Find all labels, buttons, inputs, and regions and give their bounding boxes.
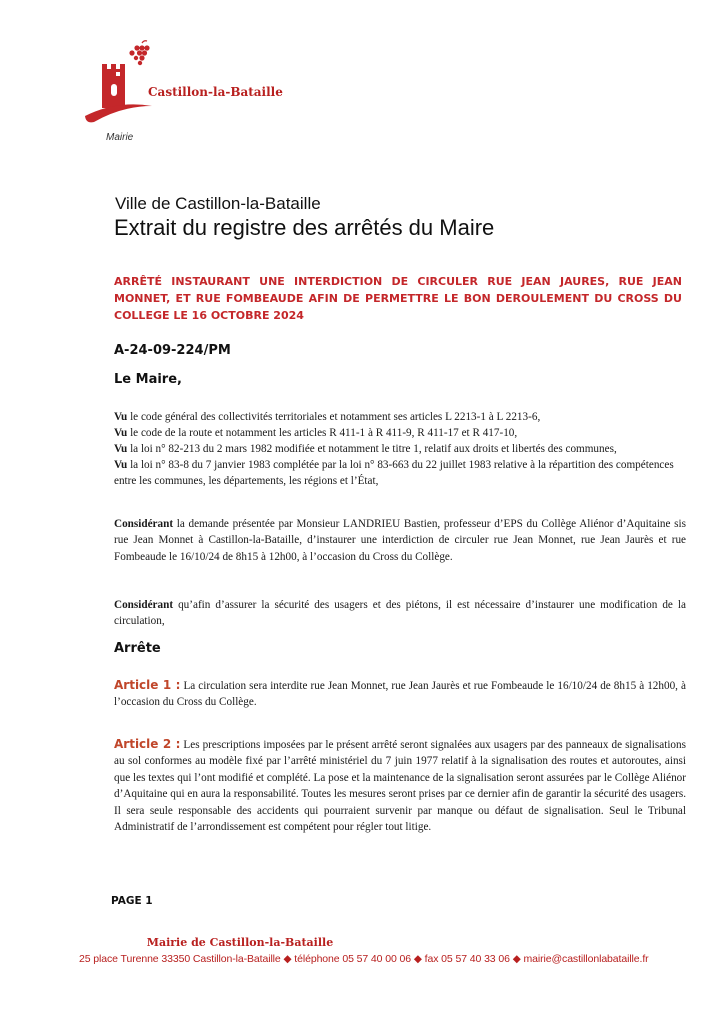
vu-text: la loi n° 83-8 du 7 janvier 1983 complétée par la loi n° 83-663 du 22 juillet 1983 relative à la répartition des compétences entre les communes, les départements, les régions et l’État,	[114, 459, 674, 487]
vu-text: le code de la route et notamment les articles R 411-1 à R 411-9, R 411-17 et R 417-10,	[127, 427, 518, 439]
town-logo	[82, 40, 302, 150]
article-2	[114, 736, 686, 835]
city-heading: Ville de Castillon-la-Bataille	[115, 194, 321, 213]
footer-phone: téléphone 05 57 40 00 06	[294, 953, 412, 965]
article-2-text: Les prescriptions imposées par le présent arrêté seront signalées aux usagers par des panneaux de signalisations au sol conformes au modèle fixé par l’arrêté ministériel du 7 juin 1977 relatif à la signalisation des routes et autoroutes, ainsi que les textes qui l’ont modifié et complété. La pose et la maintenance de la signalisation seront assurées par le Collège Aliénor d’Aquitaine qui en aura la responsabilité. Toutes les mesures seront prises par ce dernier afin de garantir la sécurité des usagers. Il sera seule responsable des accidents qui pourraient survenir par manque ou défaut de signalisation. Seul le Tribunal Administratif de l’arrondissement est compétent pour régler tout litige.	[114, 739, 686, 834]
considerant-text: qu’afin d’assurer la sécurité des usagers et des piétons, il est nécessaire d’instaurer une modification de la circulation,	[114, 599, 686, 628]
separator-icon: ◆	[413, 953, 422, 965]
footer-title-text: Mairie de Castillon-la-Bataille	[146, 936, 334, 949]
vu-keyword: Vu	[114, 443, 128, 455]
vu-keyword: Vu	[114, 459, 128, 471]
decree-reference: A-24-09-224/PM	[114, 343, 231, 358]
vu-item	[114, 425, 686, 441]
castle-grape-icon	[82, 40, 152, 128]
arrete-heading: Arrête	[114, 641, 161, 656]
considerant-paragraph	[114, 516, 686, 565]
logo-subtitle: Mairie	[106, 132, 134, 143]
footer-address: 25 place Turenne 33350 Castillon-la-Bataille	[79, 953, 281, 965]
separator-icon: ◆	[512, 953, 521, 965]
article-2-label: Article 2 :	[114, 737, 181, 751]
separator-icon: ◆	[283, 953, 292, 965]
vu-item	[114, 457, 686, 489]
article-1-label: Article 1 :	[114, 678, 181, 692]
vu-text: le code général des collectivités territoriales et notamment ses articles L 2213-1 à L 2213-6,	[127, 411, 541, 423]
article-1-text: La circulation sera interdite rue Jean Monnet, rue Jean Jaurès et rue Fombeaude le 16/10/24 de 8h15 à 12h00, à l’occasion du Cross du Collège.	[114, 680, 686, 709]
footer-contact	[79, 953, 699, 965]
article-1	[114, 677, 686, 711]
vu-keyword: Vu	[114, 427, 128, 439]
legal-basis-list	[114, 409, 686, 489]
considerant-text: la demande présentée par Monsieur LANDRIEU Bastien, professeur d’EPS du Collège Aliénor d’Aquitaine sis rue Jean Monnet à Castillon-la-Bataille, d’instaurer une interdiction de circuler rue Jean Monnet, rue Jean Jaurès et rue Fombeaude le 16/10/24 de 8h15 à 12h00, à l’occasion du Cross du Collège.	[114, 518, 686, 563]
le-maire-heading: Le Maire,	[114, 372, 182, 387]
considerant-keyword: Considérant	[114, 518, 174, 530]
considerant-keyword: Considérant	[114, 599, 174, 611]
vu-text: la loi n° 82-213 du 2 mars 1982 modifiée et notamment le titre 1, relatif aux droits et libertés des communes,	[127, 443, 617, 455]
footer-fax: fax 05 57 40 33 06	[424, 953, 510, 965]
vu-item	[114, 409, 686, 425]
footer-title	[0, 936, 716, 949]
considerant-paragraph	[114, 597, 686, 630]
footer-email[interactable]: mairie@castillonlabataille.fr	[523, 953, 649, 965]
logo-town-name: Castillon-la-Bataille	[148, 85, 283, 99]
vu-item	[114, 441, 686, 457]
register-heading: Extrait du registre des arrêtés du Maire	[114, 215, 495, 240]
decree-title: ARRÊTÉ INSTAURANT UNE INTERDICTION DE CIRCULER RUE JEAN JAURES, RUE JEAN MONNET, ET RUE FOMBEAUDE AFIN DE PERMETTRE LE BON DEROULEMENT DU CROSS DU COLLEGE LE 16 OCTOBRE 2024	[114, 275, 682, 322]
page-number: PAGE 1	[111, 895, 153, 907]
vu-keyword: Vu	[114, 411, 128, 423]
